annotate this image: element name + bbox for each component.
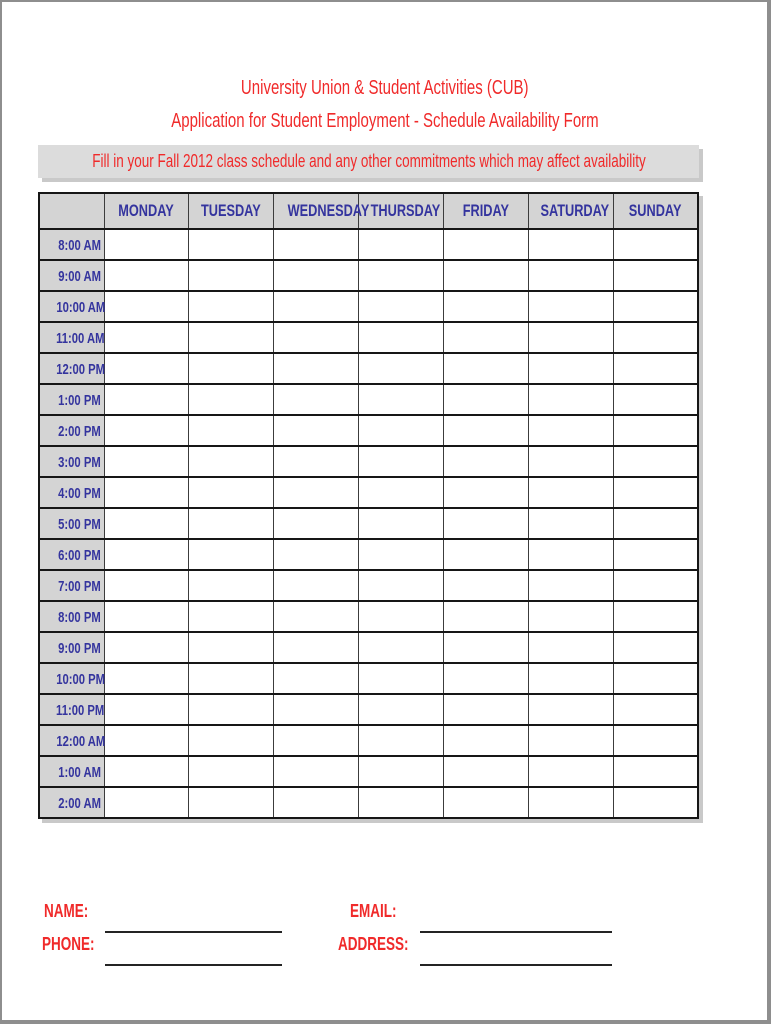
schedule-cell[interactable] [359,756,444,787]
name-input[interactable] [105,911,282,933]
time-label [39,415,104,446]
time-label-text: 11:00 PM [56,702,105,719]
day-header-thursday [359,193,444,229]
schedule-cell[interactable] [528,446,613,477]
schedule-cell[interactable] [104,508,189,539]
schedule-row [39,694,698,725]
schedule-cell[interactable] [274,663,359,694]
form-title-line1-text: University Union & Student Activities (CUB) [240,77,529,99]
schedule-cell[interactable] [189,539,274,570]
instruction-banner [38,145,699,178]
schedule-cell[interactable] [359,353,444,384]
schedule-cell[interactable] [613,725,698,756]
schedule-cell[interactable] [613,663,698,694]
schedule-cell[interactable] [274,291,359,322]
schedule-area [38,192,699,819]
day-header-row [39,193,698,229]
schedule-cell[interactable] [613,756,698,787]
schedule-cell[interactable] [104,260,189,291]
schedule-cell[interactable] [443,539,528,570]
form-title-line2 [2,105,767,138]
time-label [39,601,104,632]
schedule-cell[interactable] [359,725,444,756]
schedule-cell[interactable] [189,384,274,415]
email-label: EMAIL: [350,901,397,921]
schedule-row [39,632,698,663]
schedule-cell[interactable] [189,725,274,756]
day-header-wednesday [274,193,370,229]
schedule-cell[interactable] [613,508,698,539]
day-header-saturday [528,193,613,229]
day-header-label: SATURDAY [540,201,609,220]
schedule-cell[interactable] [359,508,444,539]
schedule-cell[interactable] [104,384,189,415]
schedule-cell[interactable] [274,756,359,787]
schedule-row [39,539,698,570]
schedule-cell[interactable] [443,477,528,508]
form-title-block [2,72,767,138]
schedule-cell[interactable] [443,663,528,694]
schedule-row [39,756,698,787]
time-label-text: 3:00 PM [57,454,101,471]
schedule-cell[interactable] [189,601,274,632]
schedule-cell[interactable] [613,446,698,477]
schedule-cell[interactable] [528,477,613,508]
time-label-text: 1:00 PM [57,392,101,409]
time-label [39,570,104,601]
schedule-cell[interactable] [528,229,613,260]
time-label [39,508,104,539]
schedule-cell[interactable] [274,632,359,663]
schedule-cell[interactable] [274,725,359,756]
schedule-cell[interactable] [274,539,359,570]
time-label [39,291,104,322]
schedule-cell[interactable] [359,384,444,415]
email-input[interactable] [420,911,612,933]
time-label [39,694,104,725]
time-label [39,477,104,508]
schedule-cell[interactable] [528,384,613,415]
schedule-cell[interactable] [104,694,189,725]
schedule-cell[interactable] [443,725,528,756]
time-label-text: 11:00 AM [56,330,105,347]
day-header-friday [443,193,528,229]
time-label-text: 5:00 PM [57,516,101,533]
schedule-cell[interactable] [359,291,444,322]
schedule-cell[interactable] [613,260,698,291]
schedule-cell[interactable] [613,384,698,415]
time-label-text: 12:00 PM [56,361,106,378]
schedule-cell[interactable] [189,663,274,694]
schedule-cell[interactable] [189,477,274,508]
schedule-cell[interactable] [443,446,528,477]
schedule-cell[interactable] [443,756,528,787]
schedule-cell[interactable] [189,260,274,291]
schedule-cell[interactable] [189,322,274,353]
schedule-cell[interactable] [443,291,528,322]
schedule-row [39,353,698,384]
schedule-cell[interactable] [104,446,189,477]
schedule-cell[interactable] [443,229,528,260]
day-header-label: WEDNESDAY [287,201,370,220]
phone-label: PHONE: [42,934,95,954]
schedule-cell[interactable] [274,446,359,477]
schedule-cell[interactable] [104,570,189,601]
time-label [39,229,104,260]
time-label-text: 6:00 PM [57,547,101,564]
time-label [39,663,104,694]
time-label-text: 7:00 PM [57,578,101,595]
schedule-body [39,229,698,818]
schedule-cell[interactable] [189,570,274,601]
schedule-row [39,570,698,601]
schedule-cell[interactable] [274,787,359,818]
schedule-cell[interactable] [528,570,613,601]
time-label-text: 1:00 AM [57,764,101,781]
schedule-cell[interactable] [189,291,274,322]
schedule-cell[interactable] [443,322,528,353]
schedule-cell[interactable] [443,508,528,539]
schedule-cell[interactable] [613,787,698,818]
schedule-cell[interactable] [104,756,189,787]
schedule-cell[interactable] [274,229,359,260]
day-header-label: MONDAY [118,201,175,220]
schedule-cell[interactable] [528,353,613,384]
schedule-row [39,260,698,291]
schedule-cell[interactable] [359,415,444,446]
corner-cell [39,193,104,229]
schedule-cell[interactable] [613,694,698,725]
schedule-cell[interactable] [189,632,274,663]
schedule-cell[interactable] [528,663,613,694]
day-header-label: FRIDAY [462,201,509,220]
address-label: ADDRESS: [338,934,409,954]
time-label-text: 8:00 AM [57,237,101,254]
schedule-cell[interactable] [189,694,274,725]
schedule-cell[interactable] [528,260,613,291]
schedule-row [39,446,698,477]
schedule-cell[interactable] [274,322,359,353]
time-label [39,446,104,477]
schedule-cell[interactable] [359,601,444,632]
schedule-cell[interactable] [613,229,698,260]
schedule-cell[interactable] [274,508,359,539]
schedule-head [39,193,698,229]
schedule-cell[interactable] [359,663,444,694]
schedule-cell[interactable] [528,539,613,570]
schedule-cell[interactable] [104,632,189,663]
day-header-label: THURSDAY [370,201,441,220]
schedule-cell[interactable] [613,601,698,632]
schedule-cell[interactable] [274,415,359,446]
schedule-row [39,384,698,415]
schedule-row [39,725,698,756]
schedule-cell[interactable] [274,260,359,291]
schedule-cell[interactable] [104,322,189,353]
schedule-cell[interactable] [359,322,444,353]
phone-input[interactable] [105,944,282,966]
schedule-row [39,601,698,632]
schedule-cell[interactable] [528,725,613,756]
schedule-cell[interactable] [443,570,528,601]
schedule-cell[interactable] [359,446,444,477]
schedule-table [38,192,699,819]
time-label [39,756,104,787]
name-label: NAME: [44,901,89,921]
address-input[interactable] [420,944,612,966]
schedule-cell[interactable] [613,477,698,508]
schedule-cell[interactable] [528,694,613,725]
day-header-monday [104,193,189,229]
time-label-text: 2:00 AM [57,795,101,812]
form-title-line1 [2,72,767,105]
time-label-text: 10:00 PM [56,671,106,688]
day-header-label: SUNDAY [628,201,682,220]
day-header-tuesday [189,193,274,229]
time-label [39,353,104,384]
schedule-cell[interactable] [443,260,528,291]
schedule-cell[interactable] [613,291,698,322]
schedule-cell[interactable] [359,570,444,601]
schedule-row [39,291,698,322]
schedule-cell[interactable] [189,508,274,539]
schedule-cell[interactable] [274,353,359,384]
time-label-text: 12:00 AM [56,733,106,750]
schedule-cell[interactable] [613,632,698,663]
day-header-sunday [613,193,698,229]
schedule-cell[interactable] [104,787,189,818]
time-label-text: 2:00 PM [57,423,101,440]
schedule-cell[interactable] [528,415,613,446]
schedule-cell[interactable] [359,260,444,291]
schedule-cell[interactable] [528,508,613,539]
time-label-text: 9:00 AM [57,268,101,285]
time-label [39,384,104,415]
instruction-banner-text: Fill in your Fall 2012 class schedule and any other commitments which may affect availability [91,151,646,171]
schedule-cell[interactable] [104,663,189,694]
schedule-cell[interactable] [528,322,613,353]
schedule-cell[interactable] [359,229,444,260]
time-label [39,632,104,663]
schedule-cell[interactable] [104,291,189,322]
schedule-cell[interactable] [359,787,444,818]
time-label-text: 10:00 AM [56,299,106,316]
schedule-row [39,322,698,353]
schedule-cell[interactable] [104,229,189,260]
schedule-cell[interactable] [443,353,528,384]
time-label-text: 8:00 PM [57,609,101,626]
schedule-cell[interactable] [189,787,274,818]
schedule-row [39,229,698,260]
time-label [39,260,104,291]
schedule-row [39,508,698,539]
time-label-text: 4:00 PM [57,485,101,502]
schedule-cell[interactable] [189,415,274,446]
time-label [39,725,104,756]
schedule-cell[interactable] [359,539,444,570]
form-title-line2-text: Application for Student Employment - Schedule Availability Form [170,110,599,132]
schedule-cell[interactable] [443,384,528,415]
schedule-cell[interactable] [274,384,359,415]
schedule-cell[interactable] [613,570,698,601]
schedule-cell[interactable] [189,353,274,384]
day-header-label: TUESDAY [201,201,262,220]
time-label [39,539,104,570]
time-label [39,787,104,818]
schedule-row [39,663,698,694]
schedule-cell[interactable] [104,353,189,384]
schedule-cell[interactable] [443,415,528,446]
schedule-cell[interactable] [443,694,528,725]
schedule-cell[interactable] [359,477,444,508]
schedule-cell[interactable] [613,353,698,384]
schedule-cell[interactable] [104,539,189,570]
schedule-cell[interactable] [104,477,189,508]
schedule-cell[interactable] [274,570,359,601]
schedule-cell[interactable] [528,756,613,787]
schedule-cell[interactable] [613,415,698,446]
schedule-cell[interactable] [189,446,274,477]
schedule-cell[interactable] [528,787,613,818]
schedule-row [39,477,698,508]
time-label [39,322,104,353]
schedule-cell[interactable] [359,632,444,663]
time-label-text: 9:00 PM [57,640,101,657]
schedule-cell[interactable] [104,601,189,632]
schedule-row [39,787,698,818]
schedule-cell[interactable] [443,601,528,632]
schedule-cell[interactable] [189,756,274,787]
schedule-cell[interactable] [274,601,359,632]
schedule-cell[interactable] [613,539,698,570]
schedule-cell[interactable] [359,694,444,725]
schedule-row [39,415,698,446]
schedule-cell[interactable] [104,725,189,756]
schedule-cell[interactable] [443,787,528,818]
schedule-cell[interactable] [443,632,528,663]
schedule-cell[interactable] [528,632,613,663]
schedule-cell[interactable] [104,415,189,446]
schedule-cell[interactable] [274,694,359,725]
schedule-cell[interactable] [189,229,274,260]
schedule-cell[interactable] [274,477,359,508]
schedule-cell[interactable] [613,322,698,353]
schedule-cell[interactable] [528,601,613,632]
schedule-cell[interactable] [528,291,613,322]
